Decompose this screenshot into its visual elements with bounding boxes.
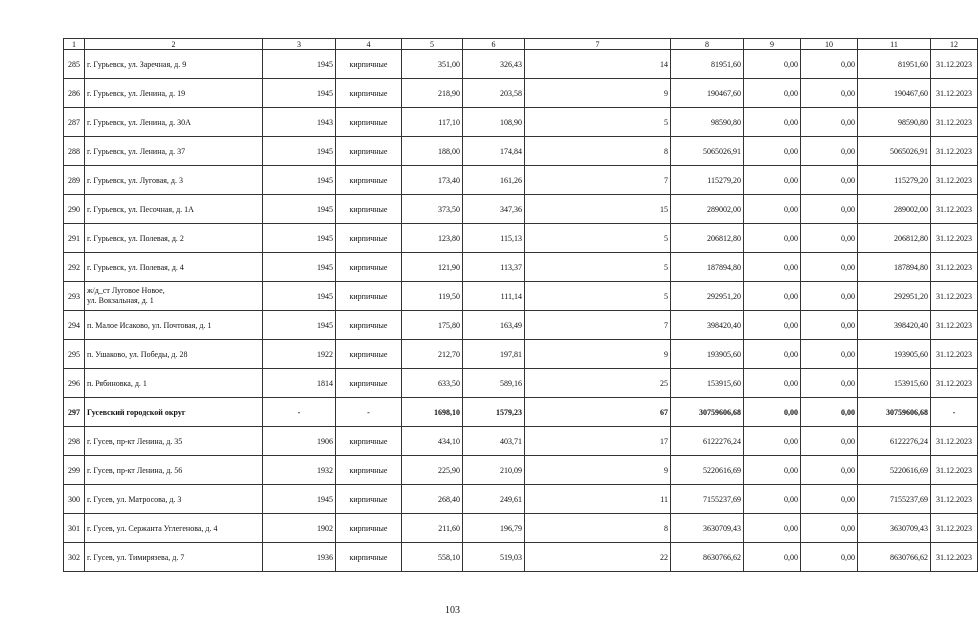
- living-area: 249,61: [463, 485, 525, 514]
- row-number: 294: [64, 311, 85, 340]
- wall-material: кирпичные: [336, 50, 402, 79]
- year-built: -: [263, 398, 336, 427]
- row-number: 286: [64, 79, 85, 108]
- table-row: [64, 224, 978, 253]
- cost-col-11: 30759606,68: [858, 398, 931, 427]
- year-built: 1932: [263, 456, 336, 485]
- wall-material: -: [336, 398, 402, 427]
- cost-col-11: 7155237,69: [858, 485, 931, 514]
- residents: 8: [525, 514, 671, 543]
- residents: 5: [525, 282, 671, 311]
- living-area: 196,79: [463, 514, 525, 543]
- address: г. Гурьевск, ул. Луговая, д. 3: [85, 166, 263, 195]
- cost-col-9: 0,00: [744, 166, 801, 195]
- wall-material: кирпичные: [336, 543, 402, 572]
- completion-date: 31.12.2023: [931, 50, 978, 79]
- cost-col-9: 0,00: [744, 224, 801, 253]
- cost-col-10: 0,00: [801, 427, 858, 456]
- total-cost: 30759606,68: [671, 398, 744, 427]
- cost-col-9: 0,00: [744, 340, 801, 369]
- total-cost: 190467,60: [671, 79, 744, 108]
- total-cost: 81951,60: [671, 50, 744, 79]
- cost-col-11: 193905,60: [858, 340, 931, 369]
- cost-col-9: 0,00: [744, 311, 801, 340]
- total-area: 117,10: [402, 108, 463, 137]
- completion-date: 31.12.2023: [931, 253, 978, 282]
- living-area: 203,58: [463, 79, 525, 108]
- cost-col-11: 190467,60: [858, 79, 931, 108]
- cost-col-10: 0,00: [801, 369, 858, 398]
- cost-col-10: 0,00: [801, 137, 858, 166]
- column-number-10: 10: [801, 39, 858, 50]
- address: г. Гурьевск, ул. Ленина, д. 37: [85, 137, 263, 166]
- address: г. Гурьевск, ул. Полевая, д. 2: [85, 224, 263, 253]
- year-built: 1945: [263, 311, 336, 340]
- total-area: 268,40: [402, 485, 463, 514]
- completion-date: 31.12.2023: [931, 311, 978, 340]
- total-area: 121,90: [402, 253, 463, 282]
- address: ж/д_ст Луговое Новое, ул. Вокзальная, д. 1: [85, 282, 263, 311]
- row-number: 300: [64, 485, 85, 514]
- cost-col-9: 0,00: [744, 79, 801, 108]
- wall-material: кирпичные: [336, 195, 402, 224]
- cost-col-9: 0,00: [744, 369, 801, 398]
- year-built: 1936: [263, 543, 336, 572]
- cost-col-10: 0,00: [801, 253, 858, 282]
- living-area: 519,03: [463, 543, 525, 572]
- table-row: [64, 166, 978, 195]
- total-cost: 5220616,69: [671, 456, 744, 485]
- living-area: 197,81: [463, 340, 525, 369]
- cost-col-10: 0,00: [801, 543, 858, 572]
- cost-col-9: 0,00: [744, 427, 801, 456]
- cost-col-11: 292951,20: [858, 282, 931, 311]
- cost-col-9: 0,00: [744, 543, 801, 572]
- column-number-4: 4: [336, 39, 402, 50]
- cost-col-11: 289002,00: [858, 195, 931, 224]
- total-cost: 153915,60: [671, 369, 744, 398]
- total-area: 123,80: [402, 224, 463, 253]
- cost-col-11: 398420,40: [858, 311, 931, 340]
- cost-col-9: 0,00: [744, 282, 801, 311]
- cost-col-11: 98590,80: [858, 108, 931, 137]
- cost-col-11: 5220616,69: [858, 456, 931, 485]
- completion-date: 31.12.2023: [931, 514, 978, 543]
- total-area: 633,50: [402, 369, 463, 398]
- table-row: [64, 108, 978, 137]
- year-built: 1814: [263, 369, 336, 398]
- living-area: 108,90: [463, 108, 525, 137]
- completion-date: 31.12.2023: [931, 543, 978, 572]
- address: г. Гусев, пр-кт Ленина, д. 56: [85, 456, 263, 485]
- wall-material: кирпичные: [336, 456, 402, 485]
- total-cost: 8630766,62: [671, 543, 744, 572]
- row-number: 301: [64, 514, 85, 543]
- total-cost: 6122276,24: [671, 427, 744, 456]
- total-cost: 3630709,43: [671, 514, 744, 543]
- address: п. Рябиновка, д. 1: [85, 369, 263, 398]
- living-area: 113,37: [463, 253, 525, 282]
- row-number: 296: [64, 369, 85, 398]
- wall-material: кирпичные: [336, 108, 402, 137]
- page-number: 103: [445, 605, 460, 616]
- completion-date: 31.12.2023: [931, 282, 978, 311]
- cost-col-10: 0,00: [801, 514, 858, 543]
- column-number-6: 6: [463, 39, 525, 50]
- completion-date: 31.12.2023: [931, 166, 978, 195]
- cost-col-10: 0,00: [801, 224, 858, 253]
- living-area: 161,26: [463, 166, 525, 195]
- completion-date: 31.12.2023: [931, 137, 978, 166]
- row-number: 290: [64, 195, 85, 224]
- residents: 15: [525, 195, 671, 224]
- cost-col-10: 0,00: [801, 50, 858, 79]
- table-row: [64, 253, 978, 282]
- address: г. Гусев, ул. Тимирязева, д. 7: [85, 543, 263, 572]
- address: г. Гусев, ул. Матросова, д. 3: [85, 485, 263, 514]
- row-number: 288: [64, 137, 85, 166]
- living-area: 115,13: [463, 224, 525, 253]
- residents: 9: [525, 79, 671, 108]
- completion-date: 31.12.2023: [931, 456, 978, 485]
- residents: 9: [525, 456, 671, 485]
- row-number: 289: [64, 166, 85, 195]
- residents: 5: [525, 253, 671, 282]
- cost-col-11: 8630766,62: [858, 543, 931, 572]
- total-area: 173,40: [402, 166, 463, 195]
- living-area: 347,36: [463, 195, 525, 224]
- register-table: [63, 38, 978, 572]
- total-cost: 398420,40: [671, 311, 744, 340]
- wall-material: кирпичные: [336, 340, 402, 369]
- cost-col-10: 0,00: [801, 485, 858, 514]
- table-row: [64, 427, 978, 456]
- wall-material: кирпичные: [336, 282, 402, 311]
- total-cost: 289002,00: [671, 195, 744, 224]
- address: г. Гурьевск, ул. Ленина, д. 19: [85, 79, 263, 108]
- column-number-3: 3: [263, 39, 336, 50]
- wall-material: кирпичные: [336, 485, 402, 514]
- cost-col-10: 0,00: [801, 282, 858, 311]
- column-number-9: 9: [744, 39, 801, 50]
- total-area: 119,50: [402, 282, 463, 311]
- row-number: 295: [64, 340, 85, 369]
- address: п. Ушаково, ул. Победы, д. 28: [85, 340, 263, 369]
- total-area: 212,70: [402, 340, 463, 369]
- cost-col-11: 6122276,24: [858, 427, 931, 456]
- cost-col-11: 153915,60: [858, 369, 931, 398]
- year-built: 1945: [263, 195, 336, 224]
- cost-col-11: 206812,80: [858, 224, 931, 253]
- cost-col-9: 0,00: [744, 137, 801, 166]
- cost-col-11: 5065026,91: [858, 137, 931, 166]
- row-number: 297: [64, 398, 85, 427]
- address: г. Гурьевск, ул. Полевая, д. 4: [85, 253, 263, 282]
- completion-date: 31.12.2023: [931, 340, 978, 369]
- total-cost: 292951,20: [671, 282, 744, 311]
- total-cost: 193905,60: [671, 340, 744, 369]
- table-row: [64, 485, 978, 514]
- completion-date: 31.12.2023: [931, 79, 978, 108]
- table-row: [64, 340, 978, 369]
- cost-col-9: 0,00: [744, 108, 801, 137]
- wall-material: кирпичные: [336, 369, 402, 398]
- cost-col-10: 0,00: [801, 195, 858, 224]
- year-built: 1945: [263, 166, 336, 195]
- cost-col-10: 0,00: [801, 108, 858, 137]
- residents: 7: [525, 311, 671, 340]
- residents: 11: [525, 485, 671, 514]
- completion-date: 31.12.2023: [931, 224, 978, 253]
- row-number: 299: [64, 456, 85, 485]
- cost-col-10: 0,00: [801, 340, 858, 369]
- residents: 22: [525, 543, 671, 572]
- year-built: 1906: [263, 427, 336, 456]
- cost-col-11: 81951,60: [858, 50, 931, 79]
- total-area: 373,50: [402, 195, 463, 224]
- total-cost: 5065026,91: [671, 137, 744, 166]
- row-number: 292: [64, 253, 85, 282]
- total-cost: 98590,80: [671, 108, 744, 137]
- residents: 17: [525, 427, 671, 456]
- year-built: 1945: [263, 282, 336, 311]
- row-number: 285: [64, 50, 85, 79]
- address: п. Малое Исаково, ул. Почтовая, д. 1: [85, 311, 263, 340]
- living-area: 326,43: [463, 50, 525, 79]
- living-area: 589,16: [463, 369, 525, 398]
- cost-col-9: 0,00: [744, 50, 801, 79]
- total-area: 188,00: [402, 137, 463, 166]
- living-area: 1579,23: [463, 398, 525, 427]
- cost-col-9: 0,00: [744, 195, 801, 224]
- column-number-8: 8: [671, 39, 744, 50]
- table-row: [64, 311, 978, 340]
- table-row: [64, 79, 978, 108]
- wall-material: кирпичные: [336, 166, 402, 195]
- residents: 25: [525, 369, 671, 398]
- address: г. Гурьевск, ул. Песочная, д. 1А: [85, 195, 263, 224]
- wall-material: кирпичные: [336, 514, 402, 543]
- living-area: 111,14: [463, 282, 525, 311]
- column-number-7: 7: [525, 39, 671, 50]
- total-area: 175,80: [402, 311, 463, 340]
- completion-date: 31.12.2023: [931, 485, 978, 514]
- cost-col-11: 187894,80: [858, 253, 931, 282]
- wall-material: кирпичные: [336, 427, 402, 456]
- residents: 67: [525, 398, 671, 427]
- cost-col-9: 0,00: [744, 485, 801, 514]
- column-number-2: 2: [85, 39, 263, 50]
- address: г. Гурьевск, ул. Ленина, д. 30А: [85, 108, 263, 137]
- wall-material: кирпичные: [336, 253, 402, 282]
- total-cost: 187894,80: [671, 253, 744, 282]
- address: г. Гусев, пр-кт Ленина, д. 35: [85, 427, 263, 456]
- total-cost: 115279,20: [671, 166, 744, 195]
- cost-col-9: 0,00: [744, 456, 801, 485]
- completion-date: 31.12.2023: [931, 369, 978, 398]
- residents: 14: [525, 50, 671, 79]
- year-built: 1922: [263, 340, 336, 369]
- row-number: 302: [64, 543, 85, 572]
- year-built: 1945: [263, 253, 336, 282]
- table-row: [64, 514, 978, 543]
- completion-date: 31.12.2023: [931, 108, 978, 137]
- table-row: [64, 456, 978, 485]
- address: г. Гусев, ул. Сержанта Углегенова, д. 4: [85, 514, 263, 543]
- wall-material: кирпичные: [336, 137, 402, 166]
- address: г. Гурьевск, ул. Заречная, д. 9: [85, 50, 263, 79]
- total-area: 434,10: [402, 427, 463, 456]
- cost-col-11: 3630709,43: [858, 514, 931, 543]
- table-row: [64, 543, 978, 572]
- total-cost: 7155237,69: [671, 485, 744, 514]
- table-body: [64, 39, 978, 572]
- year-built: 1945: [263, 485, 336, 514]
- residents: 9: [525, 340, 671, 369]
- residents: 7: [525, 166, 671, 195]
- row-number: 298: [64, 427, 85, 456]
- residents: 8: [525, 137, 671, 166]
- year-built: 1945: [263, 50, 336, 79]
- cost-col-9: 0,00: [744, 253, 801, 282]
- table-row: [64, 137, 978, 166]
- living-area: 210,09: [463, 456, 525, 485]
- row-number: 287: [64, 108, 85, 137]
- year-built: 1902: [263, 514, 336, 543]
- living-area: 403,71: [463, 427, 525, 456]
- row-number: 293: [64, 282, 85, 311]
- total-area: 351,00: [402, 50, 463, 79]
- wall-material: кирпичные: [336, 79, 402, 108]
- total-area: 558,10: [402, 543, 463, 572]
- living-area: 174,84: [463, 137, 525, 166]
- cost-col-10: 0,00: [801, 456, 858, 485]
- total-area: 225,90: [402, 456, 463, 485]
- residents: 5: [525, 224, 671, 253]
- total-cost: 206812,80: [671, 224, 744, 253]
- cost-col-10: 0,00: [801, 79, 858, 108]
- completion-date: -: [931, 398, 978, 427]
- year-built: 1943: [263, 108, 336, 137]
- column-number-11: 11: [858, 39, 931, 50]
- table-row: [64, 195, 978, 224]
- column-number-1: 1: [64, 39, 85, 50]
- year-built: 1945: [263, 137, 336, 166]
- total-area: 218,90: [402, 79, 463, 108]
- cost-col-10: 0,00: [801, 311, 858, 340]
- subtotal-row: [64, 398, 978, 427]
- table-row: [64, 50, 978, 79]
- cost-col-10: 0,00: [801, 166, 858, 195]
- total-area: 1698,10: [402, 398, 463, 427]
- address: Гусевский городской округ: [85, 398, 263, 427]
- cost-col-9: 0,00: [744, 514, 801, 543]
- wall-material: кирпичные: [336, 311, 402, 340]
- table-row: [64, 369, 978, 398]
- year-built: 1945: [263, 79, 336, 108]
- wall-material: кирпичные: [336, 224, 402, 253]
- total-area: 211,60: [402, 514, 463, 543]
- column-number-5: 5: [402, 39, 463, 50]
- cost-col-9: 0,00: [744, 398, 801, 427]
- living-area: 163,49: [463, 311, 525, 340]
- table-row: [64, 282, 978, 311]
- row-number: 291: [64, 224, 85, 253]
- header-row: [64, 39, 978, 50]
- cost-col-11: 115279,20: [858, 166, 931, 195]
- completion-date: 31.12.2023: [931, 195, 978, 224]
- year-built: 1945: [263, 224, 336, 253]
- column-number-12: 12: [931, 39, 978, 50]
- residents: 5: [525, 108, 671, 137]
- cost-col-10: 0,00: [801, 398, 858, 427]
- completion-date: 31.12.2023: [931, 427, 978, 456]
